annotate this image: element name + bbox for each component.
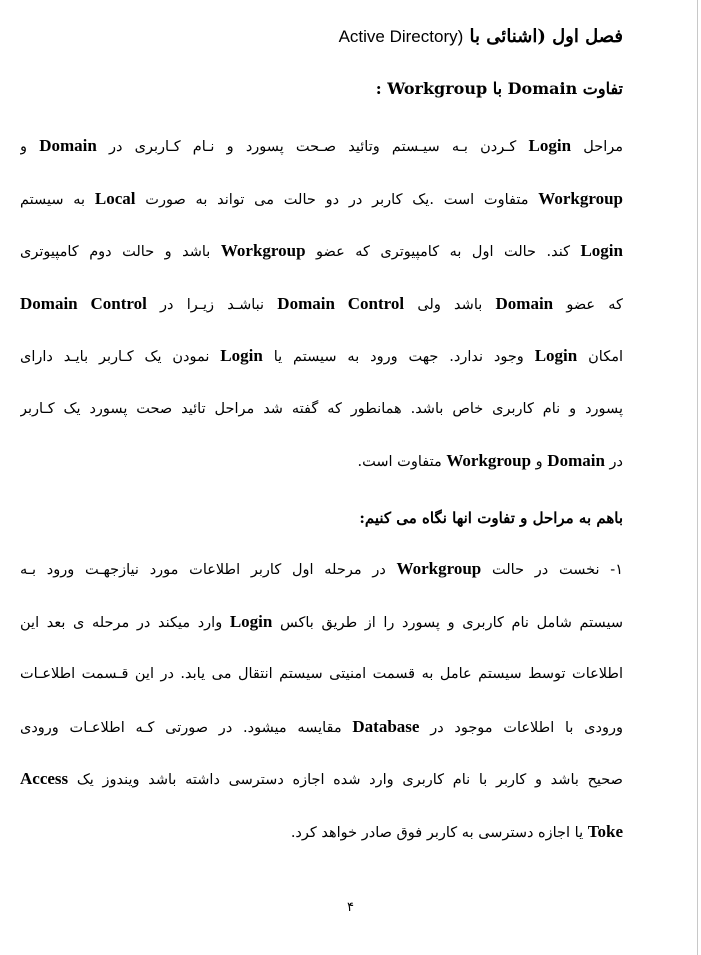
persian-text: امکان — [577, 349, 623, 365]
persian-text: به سیستم — [20, 191, 95, 208]
latin-term: Workgroup — [396, 559, 482, 578]
persian-text: ۱- نخست در حالت — [481, 562, 623, 578]
persian-text: کـردن بـه سیـستم وتائید صـحت پسورد و نـام کـاربری در — [96, 139, 529, 155]
text-line — [20, 131, 623, 161]
text-line — [20, 659, 623, 689]
text-line — [20, 817, 623, 847]
persian-text: متفاوت است. — [357, 454, 447, 470]
text-line — [20, 554, 623, 584]
text-line — [20, 236, 623, 266]
latin-term: Domain Control — [20, 293, 147, 313]
text-line — [20, 607, 623, 637]
text-line — [20, 289, 623, 319]
page-number: ۴ — [347, 900, 354, 915]
persian-text: صحیح باشد و کاربر با نام کاربری وارد شده اجازه دسترسی داشته باشد ویندوز یک — [68, 772, 623, 788]
text-line — [20, 446, 623, 476]
persian-text: مقایسه میشود. در صورتی کـه اطلاعـات ورودی — [20, 719, 353, 736]
text-line — [20, 394, 623, 424]
persian-text: سیستم شامل نام کاربری و پسورد را از طریق باکس — [272, 614, 623, 631]
persian-text: و — [20, 139, 40, 155]
latin-term: Login — [580, 241, 623, 260]
text-line — [20, 184, 623, 214]
section-subtitle — [376, 79, 623, 105]
text-line — [20, 712, 623, 742]
subtitle-word-with: با — [492, 79, 503, 98]
page-edge — [697, 0, 698, 955]
latin-term: Workgroup — [220, 241, 306, 260]
persian-text: مراحل — [571, 139, 623, 155]
persian-text: باشد ولی — [404, 296, 496, 313]
persian-text: متفاوت است .یک کاربر در دو حالت می تواند به صورت — [135, 191, 539, 208]
chapter-title-en: Active Directory) — [338, 27, 464, 46]
text-line — [20, 341, 623, 371]
persian-text: در مرحله اول کاربر اطلاعات مورد نیازجهـت ورود بـه — [20, 562, 397, 578]
latin-term: Login — [220, 346, 263, 365]
persian-text: اطلاعات توسط سیستم عامل به قسمت امنیتی سیستم انتقال می یابد. در این قـسمت اطلاعـات — [20, 666, 623, 682]
subtitle-domain: Domain — [507, 79, 578, 98]
latin-term: Domain — [39, 136, 97, 155]
latin-term: Workgroup — [446, 451, 532, 470]
latin-term: Local — [94, 188, 136, 208]
latin-term: Login — [534, 346, 578, 365]
latin-term: Access — [20, 769, 69, 788]
persian-text: نمودن یک کـاربر بایـد دارای — [20, 349, 221, 365]
latin-term: Login — [229, 611, 273, 631]
paragraph-heading: باهم به مراحل و تفاوت انها نگاه می کنیم: — [359, 509, 623, 527]
persian-text: وارد میکند در مرحله ی بعد این — [20, 614, 230, 631]
latin-term: Domain Control — [277, 293, 405, 313]
latin-term: Workgroup — [538, 188, 623, 208]
persian-text: باشد و حالت دوم کامپیوتری — [20, 244, 221, 260]
persian-text: وجود ندارد. جهت ورود به سیستم یا — [262, 349, 535, 365]
latin-term: Domain — [547, 451, 605, 470]
persian-text: ورودی با اطلاعات موجود در — [419, 719, 623, 736]
subtitle-colon: : — [375, 79, 382, 98]
chapter-title — [339, 26, 623, 54]
chapter-title-fa: فصل اول (اشنائی با — [469, 26, 623, 47]
persian-text: که عضو — [553, 296, 623, 313]
latin-term: Database — [352, 716, 420, 736]
text-line — [20, 764, 623, 794]
persian-text: کند. حالت اول به کامپیوتری که عضو — [305, 244, 581, 260]
persian-text: و — [531, 454, 548, 470]
subtitle-word-difference: تفاوت — [582, 79, 623, 98]
persian-text: پسورد و نام کاربری خاص باشد. همانطور که گفته شد مراحل تائید صحت پسورد یک کـاربر — [20, 400, 623, 417]
latin-term: Domain — [495, 293, 554, 313]
latin-term: Toke — [587, 821, 623, 841]
persian-text: یا اجازه دسترسی به کاربر فوق صادر خواهد کرد. — [290, 824, 588, 841]
latin-term: Login — [528, 136, 572, 155]
persian-text: نباشـد زیـرا در — [146, 296, 278, 313]
persian-text: در — [604, 454, 623, 470]
subtitle-workgroup: Workgroup — [387, 79, 488, 98]
